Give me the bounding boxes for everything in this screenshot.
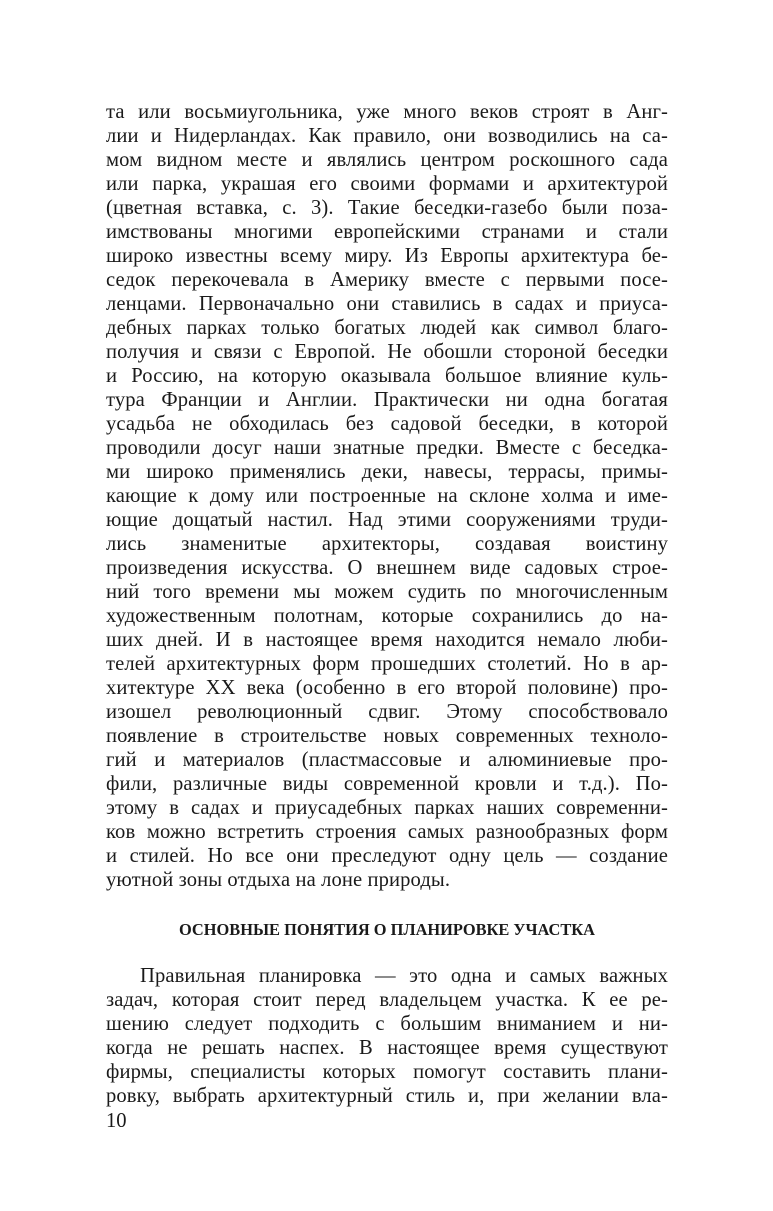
text-line: шению следует подходить с большим вниманием и ни-	[106, 1013, 668, 1035]
text-line: телей архитектурных форм прошедших столетий. Но в ар-	[106, 653, 668, 675]
section-heading: ОСНОВНЫЕ ПОНЯТИЯ О ПЛАНИРОВКЕ УЧАСТКА	[178, 920, 596, 939]
text-line: художественным полотнам, которые сохранились до на-	[106, 605, 668, 627]
text-line: седок перекочевала в Америку вместе с первыми посе-	[106, 269, 668, 291]
text-line: хитектуре XX века (особенно в его второй половине) про-	[106, 677, 668, 699]
text-line: произведения искусства. О внешнем виде садовых строе-	[106, 557, 668, 579]
text-line: фили, различные виды современной кровли и т.д.). По-	[106, 773, 668, 795]
text-line: ний того времени мы можем судить по многочисленным	[106, 581, 668, 603]
text-line: задач, которая стоит перед владельцем участка. К ее ре-	[106, 989, 668, 1011]
text-line: ющие дощатый настил. Над этими сооружениями труди-	[106, 509, 668, 531]
text-line: усадьба не обходилась без садовой беседки, в которой	[106, 413, 668, 435]
text-line: уютной зоны отдыха на лоне природы.	[106, 869, 451, 891]
text-line: ков можно встретить строения самых разнообразных форм	[106, 821, 668, 843]
text-line: и Россию, на которую оказывала большое влияние куль-	[106, 365, 668, 387]
text-line: гий и материалов (пластмассовые и алюминиевые про-	[106, 749, 668, 771]
text-line: тура Франции и Англии. Практически ни одна богатая	[106, 389, 668, 411]
text-line: мом видном месте и являлись центром роскошного сада	[106, 149, 668, 171]
text-line: получия и связи с Европой. Не обошли стороной беседки	[106, 341, 668, 363]
text-line: дебных парках только богатых людей как символ благо-	[106, 317, 668, 339]
text-line: фирмы, специалисты которых помогут составить плани-	[106, 1061, 668, 1083]
text-line: лии и Нидерландах. Как правило, они возводились на са-	[106, 125, 668, 147]
text-line: появление в строительстве новых современных техноло-	[106, 725, 668, 747]
text-line: та или восьмиугольника, уже много веков строят в Анг-	[106, 101, 668, 123]
text-line: Правильная планировка — это одна и самых важных	[140, 965, 668, 987]
text-line: проводили досуг наши знатные предки. Вместе с беседка-	[106, 437, 668, 459]
text-line: изошел революционный сдвиг. Этому способствовало	[106, 701, 668, 723]
text-line: и стилей. Но все они преследуют одну цель — создание	[106, 845, 668, 867]
text-line: ми широко применялись деки, навесы, террасы, примы-	[106, 461, 668, 483]
text-line: ровку, выбрать архитектурный стиль и, при желании вла-	[106, 1085, 668, 1107]
text-line: кающие к дому или построенные на склоне холма и име-	[106, 485, 668, 507]
text-line: или парка, украшая его своими формами и архитектурой	[106, 173, 668, 195]
text-line: лись знаменитые архитекторы, создавая воистину	[106, 533, 668, 555]
page-number: 10	[106, 1110, 127, 1132]
text-line: этому в садах и приусадебных парках наших современни-	[106, 797, 668, 819]
text-line: когда не решать наспех. В настоящее время существуют	[106, 1037, 668, 1059]
text-line: ших дней. И в настоящее время находится немало люби-	[106, 629, 668, 651]
text-line: имствованы многими европейскими странами и стали	[106, 221, 668, 243]
text-line: ленцами. Первоначально они ставились в садах и приуса-	[106, 293, 668, 315]
text-line: широко известны всему миру. Из Европы архитектура бе-	[106, 245, 668, 267]
text-line: (цветная вставка, с. 3). Такие беседки-газебо были поза-	[106, 197, 668, 219]
